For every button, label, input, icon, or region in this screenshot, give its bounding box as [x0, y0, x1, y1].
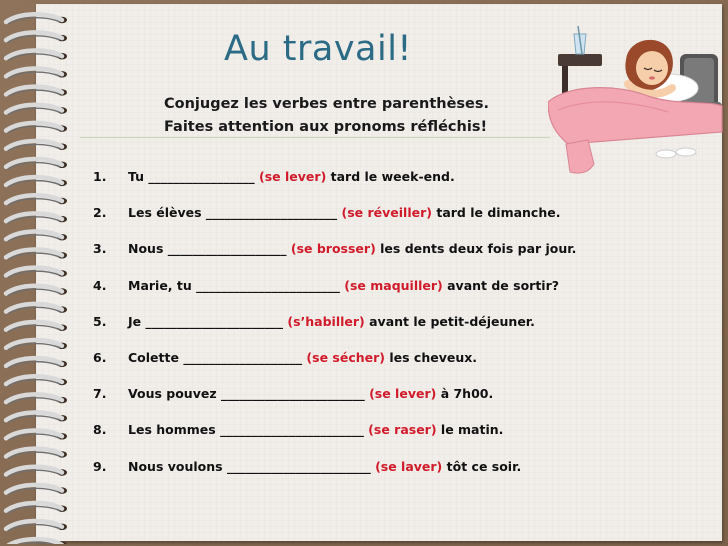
spiral-ring	[6, 485, 67, 495]
item-subject: Les hommes	[128, 422, 216, 438]
answer-blank: _______________________	[196, 277, 340, 293]
spiral-ring	[6, 539, 67, 544]
spiral-ring	[6, 412, 67, 422]
item-subject: Tu	[128, 169, 145, 184]
sleeping-girl-in-bed-icon	[548, 14, 724, 174]
answer-blank: _________________	[148, 169, 255, 184]
verb-hint: (se maquiller)	[344, 277, 443, 293]
answer-blank: _______________________	[220, 422, 364, 438]
item-number: 4.	[93, 277, 107, 293]
item-rest: tard le week-end.	[330, 169, 455, 184]
item-sentence	[128, 169, 455, 184]
page-title: Au travail!	[224, 29, 412, 69]
exercise-item	[0, 241, 728, 261]
verb-hint: (se sécher)	[306, 350, 385, 365]
item-subject: Marie, tu	[128, 277, 192, 293]
item-rest: tard le dimanche.	[436, 205, 561, 221]
item-rest: tôt ce soir.	[446, 458, 522, 474]
item-rest: avant le petit-déjeuner.	[369, 313, 535, 329]
answer-blank: _______________________	[226, 458, 371, 474]
item-rest: le matin.	[440, 422, 504, 438]
answer-blank: ______________________	[145, 313, 283, 329]
verb-hint: (se lever)	[259, 169, 327, 184]
answer-blank: ___________________	[183, 350, 303, 365]
instruction-line-1: Conjugez les verbes entre parenthèses.	[164, 96, 490, 112]
spiral-ring	[6, 87, 67, 97]
exercise-item	[0, 278, 728, 298]
spiral-ring	[6, 376, 67, 386]
instruction-line-2: Faites attention aux pronoms réfléchis!	[164, 119, 488, 135]
item-number: 2.	[93, 205, 107, 221]
item-number: 6.	[93, 350, 107, 365]
exercise-item	[0, 205, 728, 225]
item-sentence	[128, 422, 503, 437]
spiral-ring	[6, 105, 67, 115]
item-subject: Vous pouvez	[128, 386, 217, 402]
item-number: 1.	[93, 169, 107, 184]
item-subject: Je	[128, 313, 142, 329]
item-number: 3.	[93, 241, 107, 257]
spiral-ring	[6, 268, 67, 278]
item-sentence	[128, 205, 560, 220]
spiral-ring	[6, 304, 67, 314]
item-rest: avant de sortir?	[447, 277, 559, 293]
item-sentence	[128, 241, 576, 256]
exercise-item	[0, 169, 728, 189]
verb-hint: (s’habiller)	[287, 313, 365, 329]
item-sentence	[128, 314, 535, 329]
exercise-item	[0, 350, 728, 370]
spiral-ring	[6, 69, 67, 79]
spiral-ring	[6, 14, 67, 24]
verb-hint: (se laver)	[375, 458, 443, 474]
item-sentence	[128, 386, 493, 401]
answer-blank: _______________________	[220, 386, 365, 402]
item-sentence	[128, 350, 477, 365]
item-subject: Nous	[128, 241, 164, 257]
item-number: 8.	[93, 422, 107, 438]
item-subject: Les élèves	[128, 205, 202, 221]
verb-hint: (se raser)	[368, 422, 437, 438]
spiral-ring	[6, 195, 67, 205]
exercise-item	[0, 459, 728, 479]
spiral-ring	[6, 141, 67, 151]
item-sentence	[128, 278, 559, 293]
verb-hint: (se réveiller)	[341, 205, 432, 221]
spiral-ring	[6, 231, 67, 241]
item-rest: à 7h00.	[440, 386, 494, 402]
exercise-item	[0, 314, 728, 334]
divider	[80, 137, 550, 138]
exercise-item	[0, 386, 728, 406]
spiral-ring	[6, 340, 67, 350]
spiral-ring	[6, 159, 67, 169]
item-rest: les dents deux fois par jour.	[380, 241, 577, 257]
item-number: 5.	[93, 313, 107, 329]
spiral-ring	[6, 123, 67, 133]
answer-blank: _____________________	[205, 205, 338, 221]
item-subject: Colette	[128, 350, 179, 365]
spiral-ring	[6, 503, 67, 513]
item-subject: Nous voulons	[128, 458, 223, 474]
item-number: 9.	[93, 458, 107, 474]
verb-hint: (se brosser)	[290, 241, 376, 257]
item-rest: les cheveux.	[389, 350, 478, 365]
item-number: 7.	[93, 386, 107, 402]
spiral-ring	[6, 521, 67, 531]
verb-hint: (se lever)	[369, 386, 437, 402]
answer-blank: ___________________	[167, 241, 287, 257]
item-sentence	[128, 459, 521, 474]
exercise-item	[0, 422, 728, 442]
spiral-ring	[6, 449, 67, 459]
